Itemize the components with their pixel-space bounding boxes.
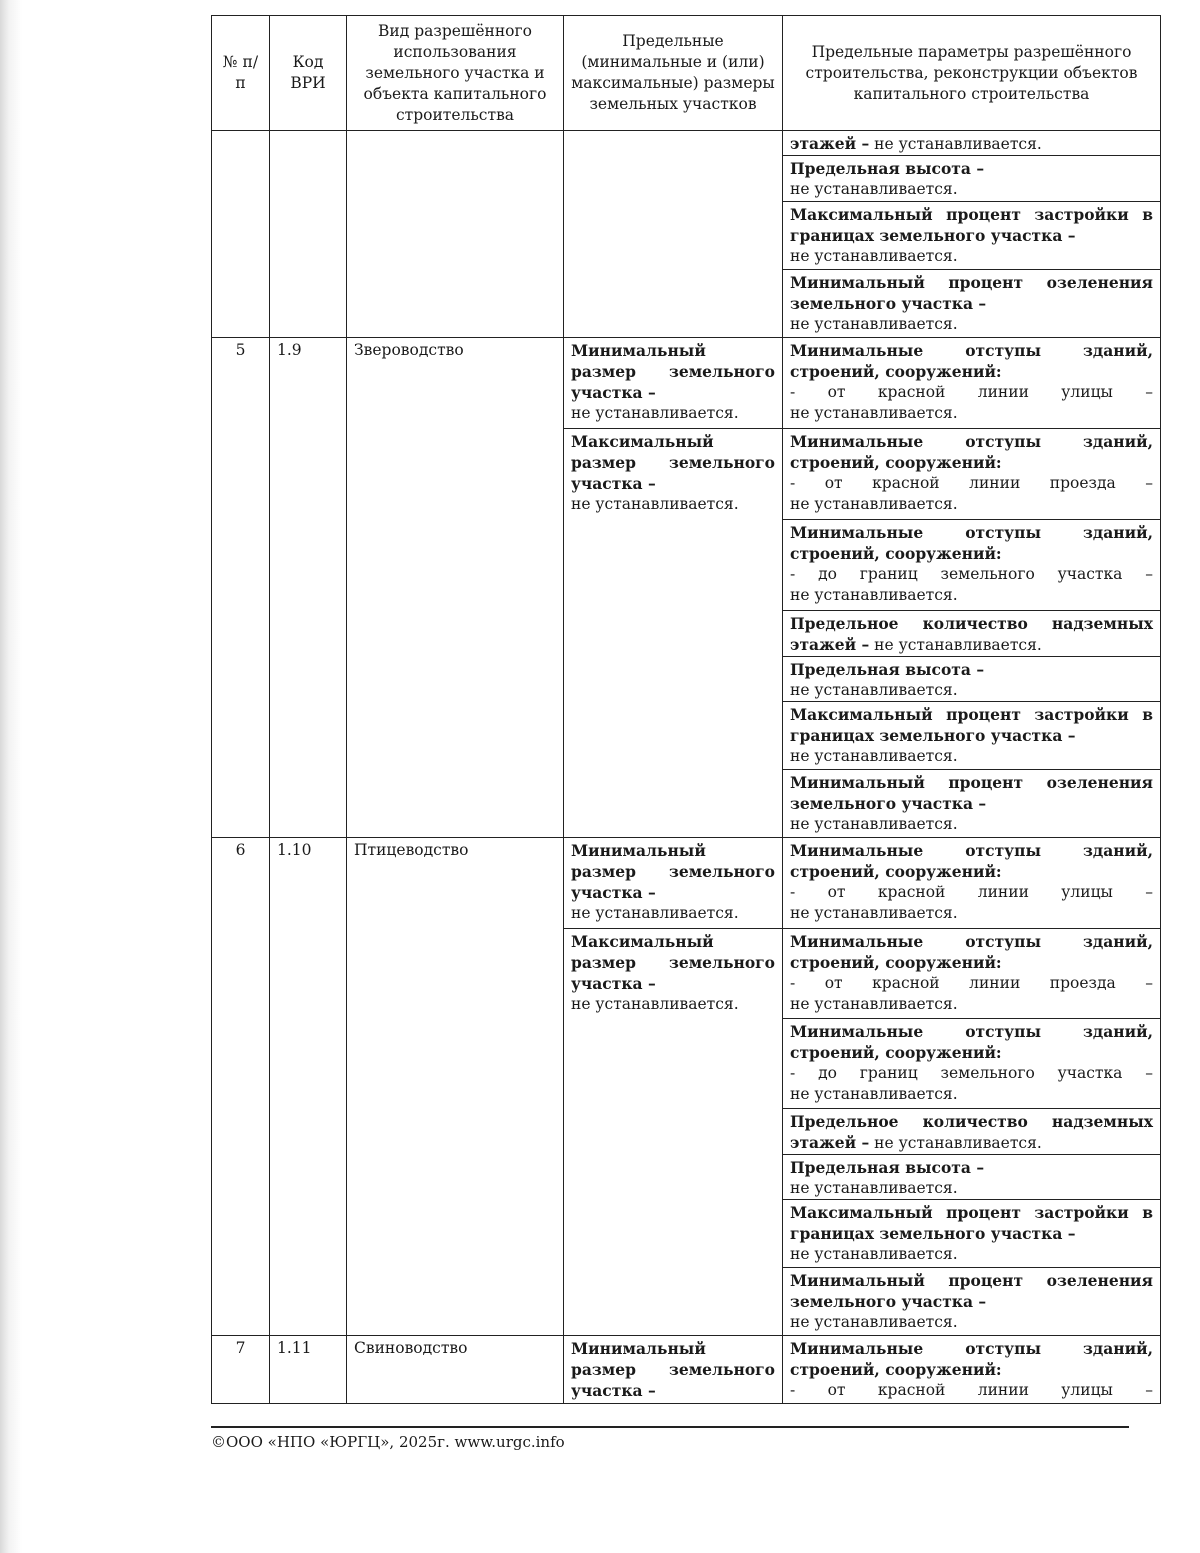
param-cell: Максимальный процент застройки в границах земельного участка – не устанавливается.	[783, 1200, 1161, 1268]
cell-use: Птицеводство	[347, 838, 564, 1336]
param-cell: Максимальный процент застройки в границах земельного участка – не устанавливается.	[783, 202, 1161, 270]
table-row	[212, 338, 1161, 429]
param-cell: Минимальные отступы зданий, строений, сооружений: - до границ земельного участка – не устанавливается.	[783, 520, 1161, 611]
table-header-row	[212, 16, 1161, 131]
size-cell: Минимальный размер земельного участка –	[564, 1336, 783, 1404]
cell-code	[270, 131, 347, 338]
param-cell: Предельная высота – не устанавливается.	[783, 657, 1161, 702]
param-cell: Минимальный процент озеленения земельного участка – не устанавливается.	[783, 1268, 1161, 1336]
cell-num: 7	[212, 1336, 270, 1404]
param-cell: этажей – не устанавливается.	[783, 131, 1161, 156]
cell-code: 1.9	[270, 338, 347, 838]
page-footer: ©ООО «НПО «ЮРГЦ», 2025г. www.urgc.info	[211, 1433, 565, 1451]
cell-use: Свиноводство	[347, 1336, 564, 1404]
param-cell: Минимальные отступы зданий, строений, сооружений: - от красной линии улицы –	[783, 1336, 1161, 1404]
param-cell: Предельная высота – не устанавливается.	[783, 1155, 1161, 1200]
param-cell: Минимальные отступы зданий, строений, сооружений: - от красной линии улицы – не устанавливается.	[783, 338, 1161, 429]
table-row	[212, 838, 1161, 929]
param-cell: Максимальный процент застройки в границах земельного участка – не устанавливается.	[783, 702, 1161, 770]
size-cell: Максимальный размер земельного участка – не устанавливается.	[564, 429, 783, 838]
header-params: Предельные параметры разрешённого строительства, реконструкции объектов капитального строительства	[783, 16, 1161, 131]
param-cell: Минимальные отступы зданий, строений, сооружений: - до границ земельного участка – не устанавливается.	[783, 1019, 1161, 1109]
header-size: Предельные (минимальные и (или) максимальные) размеры земельных участков	[564, 16, 783, 131]
cell-num	[212, 131, 270, 338]
regulations-table	[211, 15, 1161, 1404]
scan-edge-shadow	[0, 0, 22, 1553]
cell-num: 6	[212, 838, 270, 1336]
size-cell: Максимальный размер земельного участка – не устанавливается.	[564, 929, 783, 1336]
param-cell: Минимальные отступы зданий, строений, сооружений: - от красной линии проезда – не устанавливается.	[783, 429, 1161, 520]
cell-code: 1.11	[270, 1336, 347, 1404]
header-use: Вид разрешённого использования земельного участка и объекта капитального строительства	[347, 16, 564, 131]
table-row	[212, 131, 1161, 156]
cell-size	[564, 131, 783, 338]
cell-code: 1.10	[270, 838, 347, 1336]
size-cell: Минимальный размер земельного участка – не устанавливается.	[564, 338, 783, 429]
table-row	[212, 1336, 1161, 1404]
param-cell: Минимальный процент озеленения земельного участка – не устанавливается.	[783, 270, 1161, 338]
cell-num: 5	[212, 338, 270, 838]
cell-use: Звероводство	[347, 338, 564, 838]
size-cell: Минимальный размер земельного участка – не устанавливается.	[564, 838, 783, 929]
param-cell: Минимальные отступы зданий, строений, сооружений: - от красной линии улицы – не устанавливается.	[783, 838, 1161, 929]
param-cell: Минимальный процент озеленения земельного участка – не устанавливается.	[783, 770, 1161, 838]
param-cell: Минимальные отступы зданий, строений, сооружений: - от красной линии проезда – не устанавливается.	[783, 929, 1161, 1019]
header-num: № п/п	[212, 16, 270, 131]
footer-rule	[211, 1426, 1129, 1428]
param-cell: Предельная высота – не устанавливается.	[783, 156, 1161, 202]
param-cell: Предельное количество надземных этажей – не устанавливается.	[783, 1109, 1161, 1155]
header-code: Код ВРИ	[270, 16, 347, 131]
cell-use	[347, 131, 564, 338]
param-cell: Предельное количество надземных этажей – не устанавливается.	[783, 611, 1161, 657]
